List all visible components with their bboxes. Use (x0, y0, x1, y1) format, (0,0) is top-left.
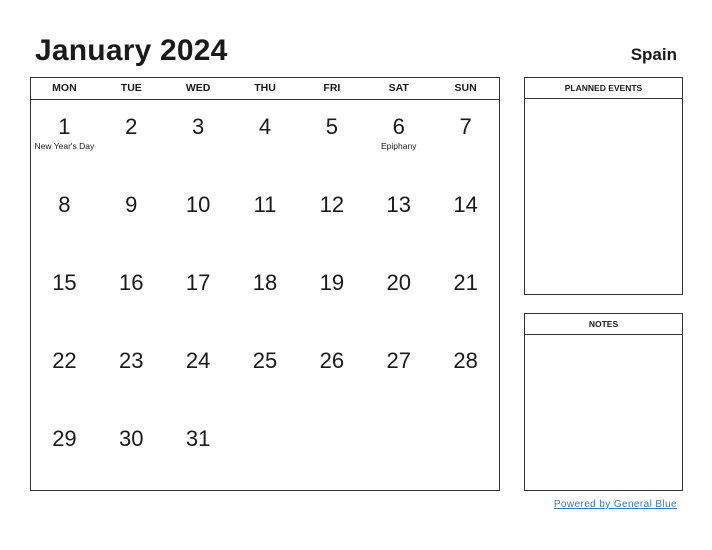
day-cell (165, 412, 232, 490)
weekday-thu: THU (254, 82, 276, 94)
day-number: 18 (252, 270, 278, 295)
day-cell (232, 178, 299, 256)
day-number: 31 (185, 426, 211, 451)
weekday-wed: WED (185, 82, 211, 94)
day-cell (298, 178, 365, 256)
day-number: 4 (258, 114, 272, 139)
day-cell (31, 256, 98, 334)
day-cell (165, 334, 232, 412)
day-cell (31, 178, 98, 256)
day-cell (31, 100, 98, 178)
day-number: 23 (119, 348, 144, 373)
holiday-label: New Year's Day (34, 141, 95, 151)
day-cell (98, 412, 165, 490)
day-number: 25 (252, 348, 278, 373)
day-number: 17 (185, 270, 211, 295)
day-cell (98, 256, 165, 334)
powered-by-link[interactable]: Powered by General Blue (553, 499, 677, 510)
day-cell (365, 334, 432, 412)
day-cell (432, 334, 499, 412)
day-cell (432, 100, 499, 178)
weekday-sun: SUN (454, 82, 477, 94)
day-number: 1 (58, 114, 71, 139)
day-cell (432, 256, 499, 334)
day-number: 27 (386, 348, 411, 373)
day-number: 30 (119, 426, 144, 451)
day-cell (298, 334, 365, 412)
day-cell (31, 334, 98, 412)
day-number: 3 (192, 114, 205, 139)
weekday-fri: FRI (323, 82, 341, 94)
notes-heading: NOTES (525, 314, 682, 335)
planned-events-heading: PLANNED EVENTS (525, 78, 682, 99)
day-cell (432, 178, 499, 256)
day-cell (98, 178, 165, 256)
day-number: 5 (325, 114, 338, 139)
day-number: 29 (52, 426, 77, 451)
calendar-week (31, 100, 499, 178)
day-cell (165, 100, 232, 178)
day-cell (365, 100, 432, 178)
weekday-tue: TUE (120, 82, 142, 94)
day-number: 15 (52, 270, 77, 295)
day-cell (232, 334, 299, 412)
day-cell (298, 412, 365, 490)
planned-events-panel (524, 77, 683, 295)
day-number: 13 (386, 192, 411, 217)
weekday-header (31, 78, 499, 100)
day-number: 24 (185, 348, 211, 373)
day-number: 20 (386, 270, 411, 295)
day-cell (298, 100, 365, 178)
calendar-grid (31, 100, 499, 490)
calendar-title: January 2024 (35, 34, 228, 67)
day-number: 28 (453, 348, 478, 373)
day-number: 22 (52, 348, 77, 373)
day-cell (298, 256, 365, 334)
day-cell (232, 412, 299, 490)
day-number: 2 (125, 114, 138, 139)
calendar-week (31, 412, 499, 490)
month-calendar (30, 77, 500, 491)
day-number: 7 (459, 114, 472, 139)
day-cell (432, 412, 499, 490)
day-number: 26 (319, 348, 345, 373)
day-number: 10 (185, 192, 211, 217)
day-number: 21 (453, 270, 478, 295)
calendar-week (31, 256, 499, 334)
day-number: 9 (125, 192, 138, 217)
day-cell (31, 412, 98, 490)
notes-panel (524, 313, 683, 491)
day-cell (165, 178, 232, 256)
day-cell (98, 100, 165, 178)
weekday-sat: SAT (388, 82, 409, 94)
calendar-week (31, 334, 499, 412)
day-number: 14 (453, 192, 478, 217)
day-number: 16 (119, 270, 144, 295)
day-cell (365, 256, 432, 334)
day-number: 6 (392, 114, 405, 139)
day-number: 8 (58, 192, 71, 217)
calendar-week (31, 178, 499, 256)
day-cell (98, 334, 165, 412)
day-number: 11 (253, 192, 277, 217)
day-cell (365, 412, 432, 490)
day-number: 12 (319, 192, 345, 217)
day-cell (232, 256, 299, 334)
day-cell (165, 256, 232, 334)
day-cell (365, 178, 432, 256)
day-cell (232, 100, 299, 178)
country-label: Spain (630, 45, 677, 64)
holiday-label: Epiphany (380, 141, 417, 151)
weekday-mon: MON (52, 82, 77, 94)
day-number: 19 (319, 270, 345, 295)
